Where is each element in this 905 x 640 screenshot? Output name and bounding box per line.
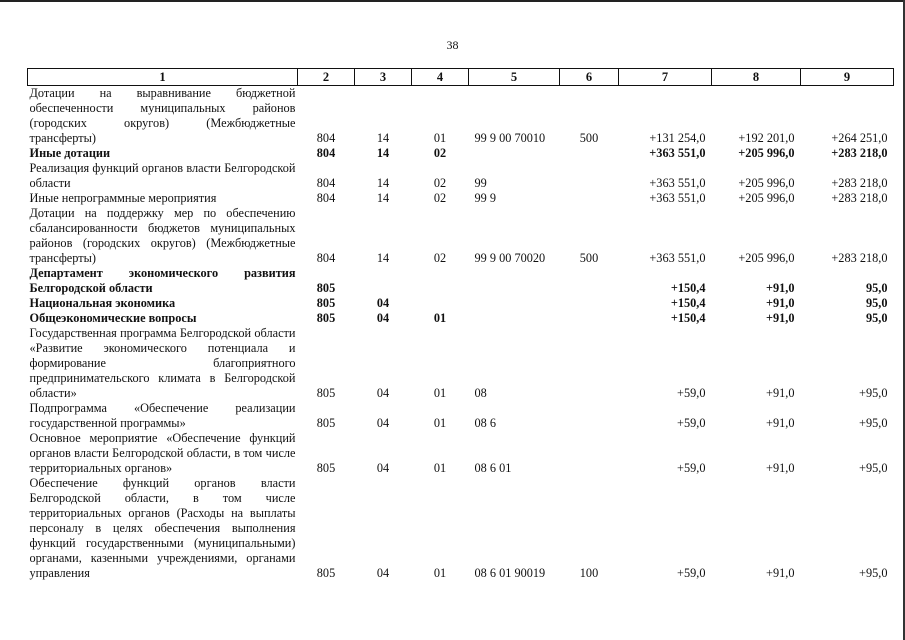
cell-amount-year3: 95,0 [865, 311, 888, 325]
cell-section: 04 [376, 311, 390, 325]
cell-target-article: 08 6 [474, 416, 497, 430]
cell-target-article: 08 6 01 90019 [474, 566, 546, 580]
cell-amount-year3: +283 218,0 [831, 176, 888, 190]
cell-amount-year3: +283 218,0 [831, 146, 888, 160]
table-header-row [28, 69, 894, 86]
cell-name: Национальная экономика [29, 296, 176, 310]
cell-amount-year3: +95,0 [859, 386, 888, 400]
col-header-1: 1 [28, 69, 298, 86]
cell-subsection [412, 296, 469, 311]
cell-subsection: 01 [433, 311, 447, 325]
budget-table [27, 68, 894, 581]
cell-target-article: 99 9 [474, 191, 497, 205]
col-header-2: 2 [298, 69, 355, 86]
cell-department-code: 804 [316, 146, 336, 160]
table-row [28, 266, 894, 296]
cell-section: 14 [376, 146, 390, 160]
cell-name: Иные дотации [29, 146, 111, 160]
cell-amount-year3: +95,0 [859, 461, 888, 475]
cell-amount-year2: +192 201,0 [738, 131, 795, 145]
cell-section: 14 [376, 131, 390, 145]
cell-amount-year1: +363 551,0 [649, 251, 706, 265]
table-row [28, 476, 894, 581]
cell-subsection: 02 [433, 176, 447, 190]
page-number: 38 [446, 38, 459, 52]
cell-name: Обеспечение функций органов власти Белгородской области, в том числе территориальных органов (Расходы на выплаты персоналу в целях обеспечения выполнения функций государственными (муниципальными) органами, казенными учреждениями, органами управления [29, 476, 296, 580]
col-header-6: 6 [560, 69, 619, 86]
cell-expense-type [560, 311, 619, 326]
cell-amount-year1: +59,0 [677, 566, 706, 580]
cell-subsection: 01 [433, 566, 447, 580]
cell-subsection: 01 [433, 416, 447, 430]
cell-amount-year1: +363 551,0 [649, 176, 706, 190]
table-row [28, 431, 894, 476]
cell-target-article: 99 9 00 70020 [474, 251, 546, 265]
cell-amount-year1: +150,4 [670, 311, 706, 325]
cell-target-article [469, 311, 560, 326]
cell-amount-year2: +205 996,0 [738, 251, 795, 265]
cell-department-code: 804 [316, 131, 336, 145]
cell-expense-type [560, 161, 619, 191]
cell-department-code: 805 [316, 386, 336, 400]
cell-department-code: 805 [316, 461, 336, 475]
cell-expense-type [560, 326, 619, 401]
cell-name: Общеэкономические вопросы [29, 311, 197, 325]
cell-name: Реализация функций органов власти Белгородской области [29, 161, 296, 190]
cell-amount-year2: +91,0 [765, 296, 795, 310]
cell-subsection: 02 [433, 191, 447, 205]
cell-section: 14 [376, 191, 390, 205]
cell-name: Государственная программа Белгородской области «Развитие экономического потенциала и формирование благоприятного предпринимательского климата в Белгородской области» [29, 326, 296, 400]
cell-section [355, 266, 412, 296]
cell-section: 14 [376, 251, 390, 265]
cell-name: Подпрограмма «Обеспечение реализации государственной программы» [29, 401, 296, 430]
cell-subsection: 02 [433, 251, 447, 265]
cell-department-code: 805 [316, 296, 336, 310]
cell-target-article [469, 266, 560, 296]
cell-amount-year2: +91,0 [766, 461, 795, 475]
cell-expense-type [560, 296, 619, 311]
cell-expense-type [560, 191, 619, 206]
cell-amount-year1: +363 551,0 [649, 191, 706, 205]
cell-amount-year3: +95,0 [859, 566, 888, 580]
cell-amount-year3: 95,0 [865, 281, 888, 295]
col-header-9: 9 [801, 69, 894, 86]
cell-section: 04 [376, 386, 390, 400]
table-row [28, 401, 894, 431]
cell-amount-year1: +59,0 [677, 461, 706, 475]
cell-subsection: 01 [433, 131, 447, 145]
cell-expense-type [560, 401, 619, 431]
cell-department-code: 804 [316, 251, 336, 265]
cell-target-article: 99 9 00 70010 [474, 131, 546, 145]
page-top-edge [0, 0, 905, 2]
cell-section: 04 [376, 566, 390, 580]
cell-amount-year3: +264 251,0 [831, 131, 888, 145]
col-header-7: 7 [619, 69, 712, 86]
col-header-4: 4 [412, 69, 469, 86]
cell-amount-year2: +91,0 [766, 416, 795, 430]
cell-section: 14 [376, 176, 390, 190]
table-row [28, 296, 894, 311]
cell-target-article: 08 [474, 386, 487, 400]
cell-amount-year1: +59,0 [677, 416, 706, 430]
cell-name: Дотации на поддержку мер по обеспечению сбалансированности бюджетов муниципальных районов (городских округов) (Межбюджетные трансферты) [29, 206, 296, 265]
cell-target-article [469, 146, 560, 161]
cell-amount-year3: +283 218,0 [831, 251, 888, 265]
cell-subsection [412, 266, 469, 296]
cell-expense-type [560, 266, 619, 296]
cell-amount-year2: +91,0 [765, 311, 795, 325]
cell-amount-year2: +205 996,0 [738, 176, 795, 190]
cell-name: Дотации на выравнивание бюджетной обеспеченности муниципальных районов (городских округов) (Межбюджетные трансферты) [29, 86, 296, 145]
cell-amount-year2: +91,0 [765, 281, 795, 295]
table-row [28, 86, 894, 147]
table-row [28, 191, 894, 206]
cell-amount-year1: +59,0 [677, 386, 706, 400]
col-header-8: 8 [712, 69, 801, 86]
cell-amount-year1: +150,4 [670, 296, 706, 310]
cell-section: 04 [376, 296, 390, 310]
cell-target-article: 99 [474, 176, 487, 190]
cell-department-code: 805 [316, 416, 336, 430]
cell-amount-year2: +205 996,0 [738, 191, 795, 205]
cell-subsection: 01 [433, 386, 447, 400]
table-row [28, 326, 894, 401]
table-body [28, 86, 894, 582]
cell-amount-year1: +131 254,0 [649, 131, 706, 145]
cell-subsection: 02 [433, 146, 447, 160]
table-row [28, 146, 894, 161]
cell-expense-type [560, 431, 619, 476]
cell-name: Департамент экономического развития Белгородской области [29, 266, 296, 295]
cell-amount-year2: +91,0 [766, 566, 795, 580]
cell-department-code: 805 [316, 566, 336, 580]
cell-expense-type [560, 146, 619, 161]
cell-expense-type: 100 [579, 566, 599, 580]
col-header-3: 3 [355, 69, 412, 86]
cell-target-article [469, 296, 560, 311]
cell-expense-type: 500 [579, 251, 599, 265]
cell-amount-year2: +91,0 [766, 386, 795, 400]
cell-amount-year1: +363 551,0 [649, 146, 706, 160]
cell-expense-type: 500 [579, 131, 599, 145]
cell-section: 04 [376, 461, 390, 475]
table-row [28, 311, 894, 326]
cell-amount-year3: +283 218,0 [831, 191, 888, 205]
cell-amount-year2: +205 996,0 [738, 146, 795, 160]
cell-department-code: 805 [316, 281, 336, 295]
cell-department-code: 804 [316, 176, 336, 190]
table-row [28, 161, 894, 191]
cell-department-code: 805 [316, 311, 336, 325]
cell-target-article: 08 6 01 [474, 461, 512, 475]
table-row [28, 206, 894, 266]
cell-amount-year1: +150,4 [670, 281, 706, 295]
col-header-5: 5 [469, 69, 560, 86]
cell-department-code: 804 [316, 191, 336, 205]
cell-section: 04 [376, 416, 390, 430]
cell-name: Иные непрограммные мероприятия [29, 191, 217, 205]
cell-name: Основное мероприятие «Обеспечение функций органов власти Белгородской области, в том числе территориальных органов» [29, 431, 296, 475]
cell-amount-year3: +95,0 [859, 416, 888, 430]
cell-amount-year3: 95,0 [865, 296, 888, 310]
cell-subsection: 01 [433, 461, 447, 475]
